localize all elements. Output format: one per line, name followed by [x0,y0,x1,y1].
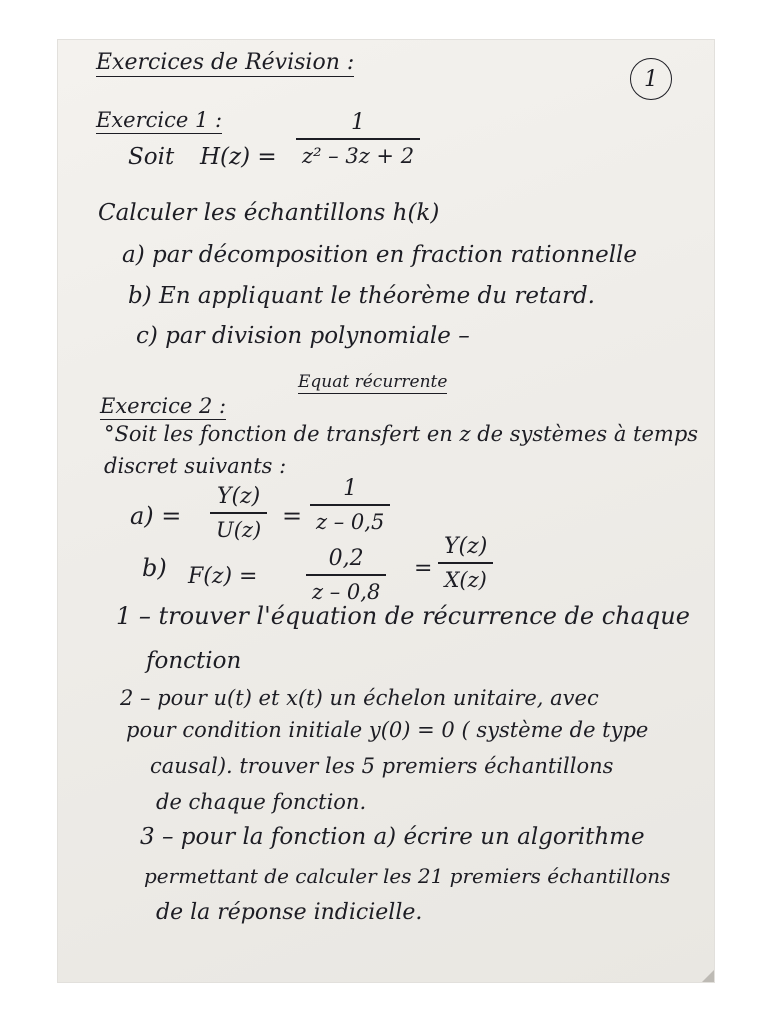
ex2-a-label: a) = [130,502,182,530]
ex2-question-2-line1: 2 – pour u(t) et x(t) un échelon unitaire, avec [120,686,599,710]
ex2-intro-line2: discret suivants : [104,454,287,478]
ex2-side-note: Equat récurrente [298,372,448,392]
ex2-a-denominator-2: z – 0,5 [316,509,385,534]
ex2-b-function: F(z) = [188,564,258,589]
ex2-question-3-line3: de la réponse indicielle. [156,900,423,925]
ex2-a-equals: = [282,502,303,530]
ex1-item-a: a) par décomposition en fraction rationnelle [122,242,638,268]
ex2-question-3-line1: 3 – pour la fonction a) écrire un algorithme [140,824,645,850]
exercise-1-heading: Exercice 1 : [96,108,223,132]
ex2-b-fraction-1 [306,546,386,604]
ex1-item-b: b) En appliquant le théorème du retard. [128,283,595,309]
ex1-item-c: c) par division polynomiale – [136,323,470,349]
ex2-a-fraction-1 [210,484,267,542]
ex2-a-fraction-2 [310,476,390,534]
ex1-transfer-fraction [296,110,420,168]
ex2-a-numerator: Y(z) [216,484,261,509]
ex2-b-label: b) [142,554,167,582]
ex2-question-2-line2: pour condition initiale y(0) = 0 ( système de type [126,718,649,742]
ex1-numerator: 1 [351,110,366,135]
ex2-b-denominator-2: X(z) [444,567,487,592]
page-number: 1 [630,58,672,100]
ex2-intro-line1: °Soit les fonction de transfert en z de systèmes à temps [104,422,699,446]
ex2-b-fraction-2 [438,534,493,592]
ex2-question-1-line1: 1 – trouver l'équation de récurrence de chaque [116,602,690,630]
ex2-question-1-line2: fonction [146,648,242,674]
ex1-soit: Soit [128,144,175,170]
ex2-question-2-line4: de chaque fonction. [156,790,367,814]
ex2-question-3-line2: permettant de calculer les 21 premiers échantillons [144,864,671,888]
ex1-function: H(z) = [200,144,277,170]
ex2-b-numerator-2: Y(z) [444,534,488,559]
page-title: Exercices de Révision : [96,50,355,75]
page-corner-fold [702,970,714,982]
ex2-question-2-line3: causal). trouver les 5 premiers échantillons [150,754,614,778]
ex2-a-denominator: U(z) [216,517,262,542]
ex2-a-numerator-2: 1 [343,476,358,501]
exercise-2-heading: Exercice 2 : [100,394,227,418]
ex2-b-numerator: 0,2 [328,546,364,571]
ex1-denominator: z² – 3z + 2 [302,143,415,168]
ex1-calc: Calculer les échantillons h(k) [98,200,440,226]
ex2-b-equals: = [414,556,433,581]
ex2-b-denominator: z – 0,8 [312,579,381,604]
